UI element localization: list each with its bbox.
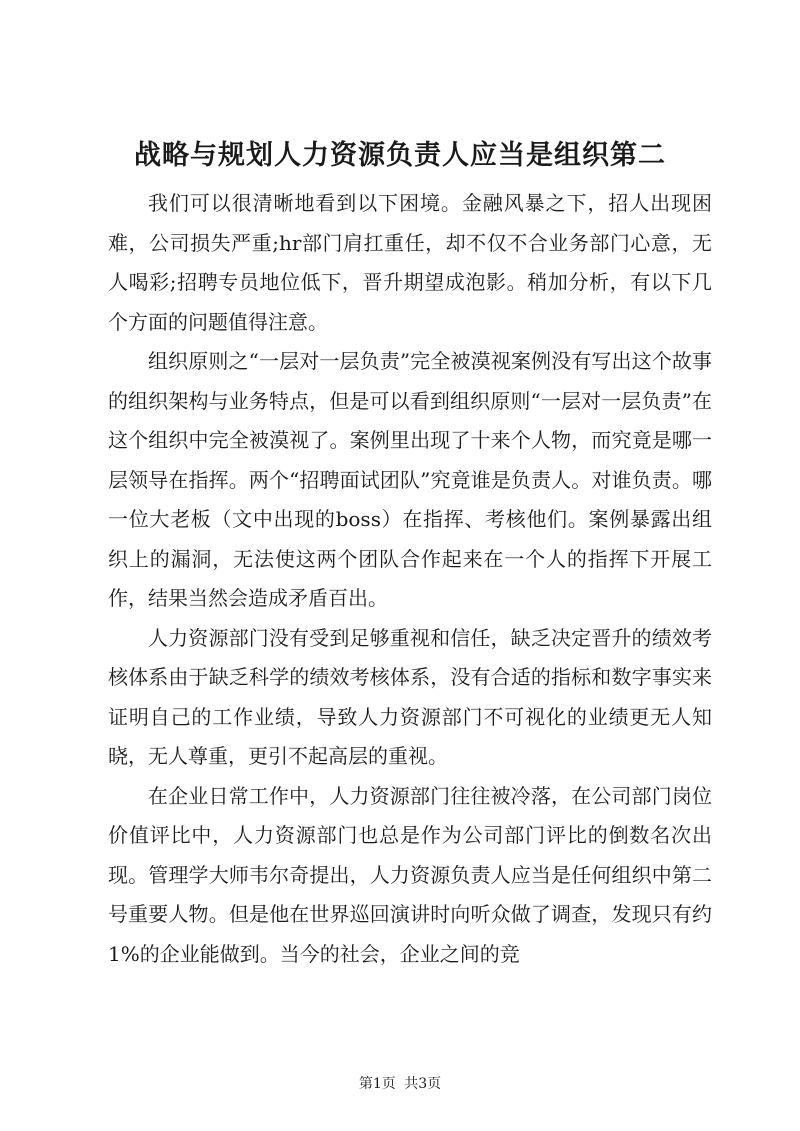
paragraph: 人力资源部门没有受到足够重视和信任，缺乏决定晋升的绩效考核体系由于缺乏科学的绩效考核体系，没有合适的指标和数字事实来证明自己的工作业绩，导致人力资源部门不可视化的业绩更无人知晓，无人尊重，更引不起高层的重视。 bbox=[108, 625, 712, 768]
paragraph: 在企业日常工作中，人力资源部门往往被冷落，在公司部门岗位价值评比中，人力资源部门也总是作为公司部门评比的倒数名次出现。管理学大师韦尔奇提出，人力资源负责人应当是任何组织中第二号重要人物。但是他在世界巡回演讲时向听众做了调查，发现只有约1%的企业能做到。当今的社会，企业之间的竞 bbox=[108, 783, 712, 966]
document-body bbox=[108, 184, 712, 974]
document-title: 战略与规划人力资源负责人应当是组织第二 bbox=[134, 140, 666, 171]
paragraph: 组织原则之“一层对一层负责”完全被漠视案例没有写出这个故事的组织架构与业务特点，但是可以看到组织原则“一层对一层负责”在这个组织中完全被漠视了。案例里出现了十来个人物，而究竟是哪一层领导在指挥。两个“招聘面试团队”究竟谁是负责人。对谁负责。哪一位大老板（文中出现的boss）在指挥、考核他们。案例暴露出组织上的漏洞，无法使这两个团队合作起来在一个人的指挥下开展工作，结果当然会造成矛盾百出。 bbox=[108, 349, 712, 610]
paragraph: 我们可以很清晰地看到以下困境。金融风暴之下，招人出现困难，公司损失严重;hr部门肩扛重任，却不仅不合业务部门心意，无人喝彩;招聘专员地位低下，晋升期望成泡影。稍加分析，有以下几个方面的问题值得注意。 bbox=[108, 191, 712, 334]
total-pages: 共3页 bbox=[404, 1076, 442, 1092]
page-number: 第1页 bbox=[358, 1076, 396, 1092]
page-footer bbox=[0, 1074, 800, 1094]
